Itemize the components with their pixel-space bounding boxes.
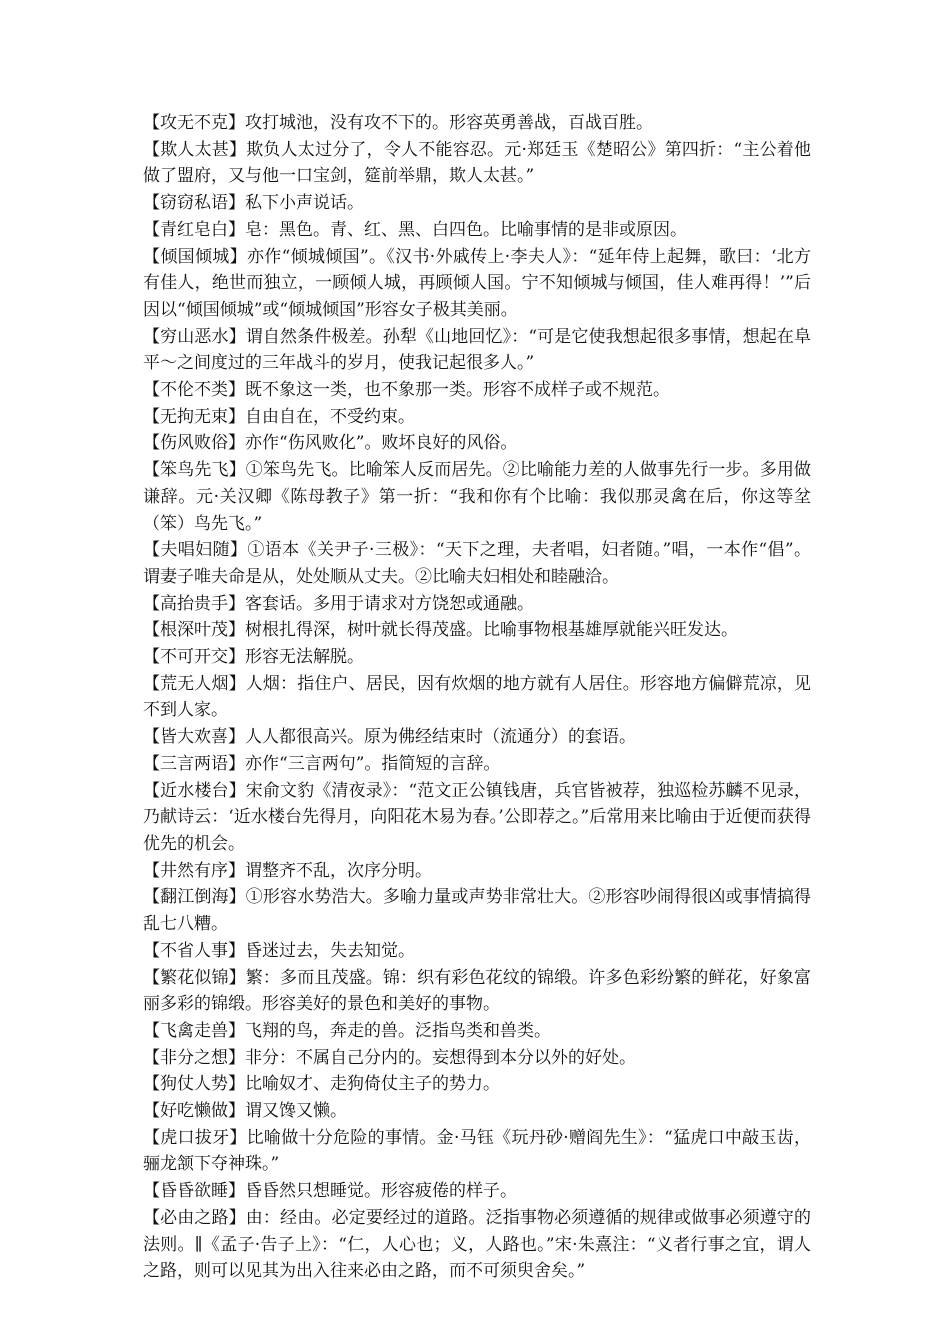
idiom-definition: 谓整齐不乱，次序分明。 xyxy=(245,860,432,881)
idiom-definition: 人烟：指住户、居民，因有炊烟的地方就有人居住。形容地方偏僻荒凉，见不到人家。 xyxy=(143,673,812,721)
idiom-entry xyxy=(143,110,811,137)
idiom-entry xyxy=(143,457,811,537)
idiom-entry xyxy=(143,1018,811,1045)
idiom-headword: 【好吃懒做】 xyxy=(143,1101,245,1122)
idiom-definition: 飞翔的鸟，奔走的兽。泛指鸟类和兽类。 xyxy=(245,1020,551,1041)
idiom-entry xyxy=(143,591,811,618)
idiom-headword: 【倾国倾城】 xyxy=(143,246,247,267)
idiom-entry xyxy=(143,1125,811,1178)
idiom-entry xyxy=(143,671,811,724)
idiom-headword: 【狗仗人势】 xyxy=(143,1074,245,1095)
idiom-headword: 【飞禽走兽】 xyxy=(143,1020,245,1041)
idiom-entry xyxy=(143,617,811,644)
idiom-definition: 比喻奴才、走狗倚仗主子的势力。 xyxy=(245,1074,500,1095)
idiom-entry xyxy=(143,938,811,965)
idiom-headword: 【昏昏欲睡】 xyxy=(143,1181,245,1202)
idiom-definition: 谓自然条件极差。孙犁《山地回忆》：“可是它使我想起很多事情，想起在阜平～之间度过的三年战斗的岁月，使我记起很多人。” xyxy=(143,326,811,374)
document-page xyxy=(143,110,811,1285)
idiom-entry xyxy=(143,1098,811,1125)
idiom-definition: 昏昏然只想睡觉。形容疲倦的样子。 xyxy=(245,1181,517,1202)
idiom-headword: 【近水楼台】 xyxy=(143,780,246,801)
idiom-definition: 谓又馋又懒。 xyxy=(245,1101,347,1122)
idiom-entry xyxy=(143,537,811,590)
idiom-headword: 【欺人太甚】 xyxy=(143,139,247,160)
idiom-entry xyxy=(143,884,811,937)
idiom-definition: ①形容水势浩大。多喻力量或声势非常壮大。②形容吵闹得很凶或事情搞得乱七八糟。 xyxy=(143,887,812,935)
idiom-definition: ①笨鸟先飞。比喻笨人反而居先。②比喻能力差的人做事先行一步。多用做谦辞。元·关汉卿《陈母教子》第一折：“我和你有个比喻：我似那灵禽在后，你这等坌（笨）鸟先飞。” xyxy=(143,460,812,534)
idiom-definition: 私下小声说话。 xyxy=(245,193,364,214)
idiom-entry xyxy=(143,644,811,671)
idiom-definition: 繁：多而且茂盛。锦：织有彩色花纹的锦缎。许多色彩纷繁的鲜花，好象富丽多彩的锦缎。形容美好的景色和美好的事物。 xyxy=(143,967,812,1015)
idiom-definition: 昏迷过去，失去知觉。 xyxy=(245,940,415,961)
idiom-headword: 【攻无不克】 xyxy=(143,113,245,133)
idiom-headword: 【无拘无束】 xyxy=(143,406,245,427)
idiom-definition: 树根扎得深，树叶就长得茂盛。比喻事物根基雄厚就能兴旺发达。 xyxy=(245,620,738,641)
idiom-entry xyxy=(143,377,811,404)
idiom-headword: 【井然有序】 xyxy=(143,860,245,881)
idiom-entry xyxy=(143,1045,811,1072)
idiom-headword: 【笨鸟先飞】 xyxy=(143,460,246,481)
idiom-definition: ①语本《关尹子·三极》：“天下之理，夫者唱，妇者随。”唱，一本作“倡”。谓妻子唯夫命是从，处处顺从丈夫。②比喻夫妇相处和睦融洽。 xyxy=(143,540,812,587)
idiom-entry xyxy=(143,1205,811,1285)
idiom-headword: 【非分之想】 xyxy=(143,1047,245,1068)
idiom-definition: 既不象这一类，也不象那一类。形容不成样子或不规范。 xyxy=(245,380,670,401)
idiom-headword: 【不可开交】 xyxy=(143,647,245,668)
idiom-definition: 宋俞文豹《清夜录》：“范文正公镇钱唐，兵官皆被荐，独巡检苏麟不见录，乃献诗云：‘近水楼台先得月，向阳花木易为春。’公即荐之。”后常用来比喻由于近便而获得优先的机会。 xyxy=(143,780,811,854)
idiom-entry xyxy=(143,965,811,1018)
idiom-entry xyxy=(143,1178,811,1205)
idiom-definition: 欺负人太过分了，令人不能容忍。元·郑廷玉《楚昭公》第四折：“主公着他做了盟府，又与他一口宝剑，筵前举鼎，欺人太甚。” xyxy=(143,139,812,187)
idiom-entry xyxy=(143,858,811,885)
idiom-entry xyxy=(143,137,811,190)
idiom-definition: 人人都很高兴。原为佛经结束时（流通分）的套语。 xyxy=(245,727,636,748)
idiom-definition: 比喻做十分危险的事情。金·马钰《玩丹砂·赠阎先生》：“猛虎口中敲玉齿，骊龙颔下夺神珠。” xyxy=(143,1127,812,1175)
idiom-definition: 亦作“三言两句”。指简短的言辞。 xyxy=(245,753,501,774)
idiom-headword: 【虎口拔牙】 xyxy=(143,1127,247,1148)
idiom-definition: 亦作“倾城倾国”。《汉书·外戚传上·李夫人》：“延年侍上起舞，歌曰：‘北方有佳人，绝世而独立，一顾倾人城，再顾倾人国。宁不知倾城与倾国，佳人难再得！’”后因以“倾国倾城”或“倾城倾国”形容女子极其美丽。 xyxy=(143,246,811,320)
idiom-headword: 【不省人事】 xyxy=(143,940,245,961)
idiom-headword: 【皆大欢喜】 xyxy=(143,727,245,748)
idiom-entry xyxy=(143,244,811,324)
idiom-definition: 非分：不属自己分内的。妄想得到本分以外的好处。 xyxy=(245,1047,636,1068)
idiom-headword: 【窃窃私语】 xyxy=(143,193,245,214)
idiom-entry xyxy=(143,751,811,778)
idiom-definition: 客套话。多用于请求对方饶恕或通融。 xyxy=(245,593,534,614)
idiom-definition: 由：经由。必定要经过的道路。泛指事物必须遵循的规律或做事必须遵守的法则。∥《孟子·告子上》：“仁，人心也；义，人路也。”宋·朱熹注：“义者行事之宜，谓人之路，则可以见其为出入往来必由之路，而不可须臾舍矣。” xyxy=(143,1207,812,1282)
idiom-entry xyxy=(143,324,811,377)
idiom-definition: 形容无法解脱。 xyxy=(245,647,364,668)
idiom-headword: 【夫唱妇随】 xyxy=(143,540,248,561)
idiom-definition: 亦作“伤风败化”。败坏良好的风俗。 xyxy=(245,433,518,454)
idiom-headword: 【翻江倒海】 xyxy=(143,887,246,908)
idiom-headword: 【三言两语】 xyxy=(143,753,245,774)
idiom-entry xyxy=(143,430,811,457)
idiom-headword: 【青红皂白】 xyxy=(143,219,245,240)
idiom-entry xyxy=(143,778,811,858)
idiom-headword: 【繁花似锦】 xyxy=(143,967,246,988)
idiom-definition: 自由自在，不受约束。 xyxy=(245,406,415,427)
idiom-entry xyxy=(143,404,811,431)
idiom-entry xyxy=(143,724,811,751)
idiom-headword: 【高抬贵手】 xyxy=(143,593,245,614)
idiom-headword: 【不伦不类】 xyxy=(143,380,245,401)
idiom-entry xyxy=(143,1071,811,1098)
idiom-definition: 攻打城池，没有攻不下的。形容英勇善战，百战百胜。 xyxy=(245,113,653,133)
idiom-headword: 【必由之路】 xyxy=(143,1207,246,1228)
idiom-entry xyxy=(143,190,811,217)
idiom-headword: 【伤风败俗】 xyxy=(143,433,245,454)
idiom-entry xyxy=(143,217,811,244)
idiom-headword: 【荒无人烟】 xyxy=(143,673,246,694)
idiom-definition: 皂：黑色。青、红、黑、白四色。比喻事情的是非或原因。 xyxy=(245,219,687,240)
idiom-headword: 【根深叶茂】 xyxy=(143,620,245,641)
idiom-headword: 【穷山恶水】 xyxy=(143,326,246,347)
